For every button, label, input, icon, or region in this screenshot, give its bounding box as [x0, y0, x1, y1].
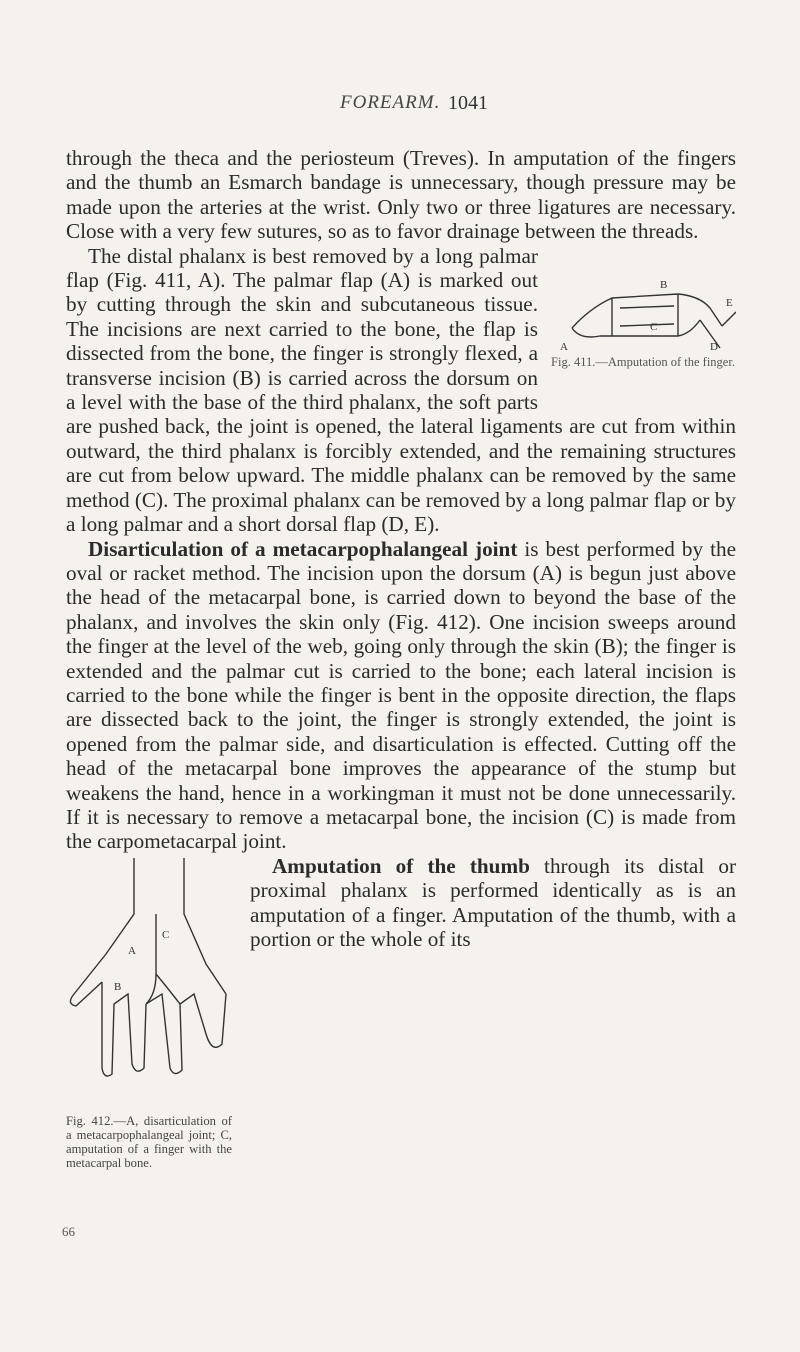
heading-disarticulation: Disarticulation of a metacarpophalangeal joint: [88, 536, 518, 561]
fig412-label-c: C: [162, 928, 170, 941]
paragraph-2: The distal phalanx is best removed by a long palmar flap (Fig. 411, A). The palmar flap (A) is marked out by cutting through the skin and subcutaneous tissue. The incisions are next carried to the bone, the flap is dissected from the bone, the finger is strongly flexed, a transverse incision (B) is carried across the dorsum on a level with the base of the third phalanx, the soft parts are pushed back, the joint is opened, the lateral ligaments are cut from within outward, the third phalanx is forcibly extended, and the remaining structures are cut from below upward. The middle phalanx can be removed by the same method (C). The proximal phalanx can be removed by a long palmar flap or by a long palmar and a short dorsal flap (D, E).: [66, 243, 736, 537]
running-title: FOREARM.: [340, 92, 441, 113]
paragraph-1: through the theca and the periosteum (Treves). In amputation of the fingers and the thumb an Esmarch bandage is unnecessary, though pressure may be made upon the arteries at the wrist. Only two or three ligatures are necessary. Close with a very few sutures, so as to favor drainage between the threads.: [66, 146, 736, 244]
fig411-label-a: A: [560, 340, 568, 353]
fig411-label-c: C: [650, 320, 658, 333]
page-header: [0, 92, 800, 118]
figure-411: [550, 248, 736, 398]
finger-amputation-diagram: [550, 248, 736, 358]
page-number: 1041: [448, 92, 488, 114]
metacarpal-disarticulation-diagram: [66, 854, 232, 1104]
paragraph-3: [66, 537, 736, 854]
fig412-caption: Fig. 412.—A, disarticulation of a metacarpophalangeal joint; C, amputation of a finger with the metacarpal bone.: [66, 1113, 232, 1170]
signature-mark: 66: [62, 1224, 75, 1239]
fig411-label-d: D: [710, 340, 718, 353]
fig411-caption: Fig. 411.—Amputation of the finger.: [551, 354, 735, 369]
heading-thumb-amputation: Amputation of the thumb: [272, 853, 530, 878]
fig412-label-b: B: [114, 980, 122, 993]
paragraph-3-text: is best performed by the oval or racket method. The incision upon the dorsum (A) is begun just above the head of the metacarpal bone, is carried down to beyond the base of the phalanx, and involves the skin only (Fig. 412). One incision sweeps around the finger at the level of the web, going only through the skin (B); the finger is extended and the palmar cut is carried to the bone; each lateral incision is carried to the bone while the finger is bent in the opposite direction, the flaps are dissected back to the joint, the finger is strongly extended, the joint is opened from the palmar side, and disarticulation is effected. Cutting off the head of the metacarpal bone improves the appearance of the stump but weakens the hand, hence in a workingman it must not be done unnecessarily. If it is necessary to remove a metacarpal bone, the incision (C) is made from the carpometacarpal joint.: [66, 536, 736, 854]
fig411-label-e: E: [726, 296, 733, 309]
figure-412: [66, 854, 232, 1234]
paragraph-4-text: through its distal or proximal phalanx is performed identically as is an amputation of a finger. Amputation of the thumb, with a portion or the whole of its: [250, 853, 737, 951]
fig411-label-b: B: [660, 278, 668, 291]
fig412-label-a: A: [128, 944, 136, 957]
body-text: [66, 146, 736, 1234]
